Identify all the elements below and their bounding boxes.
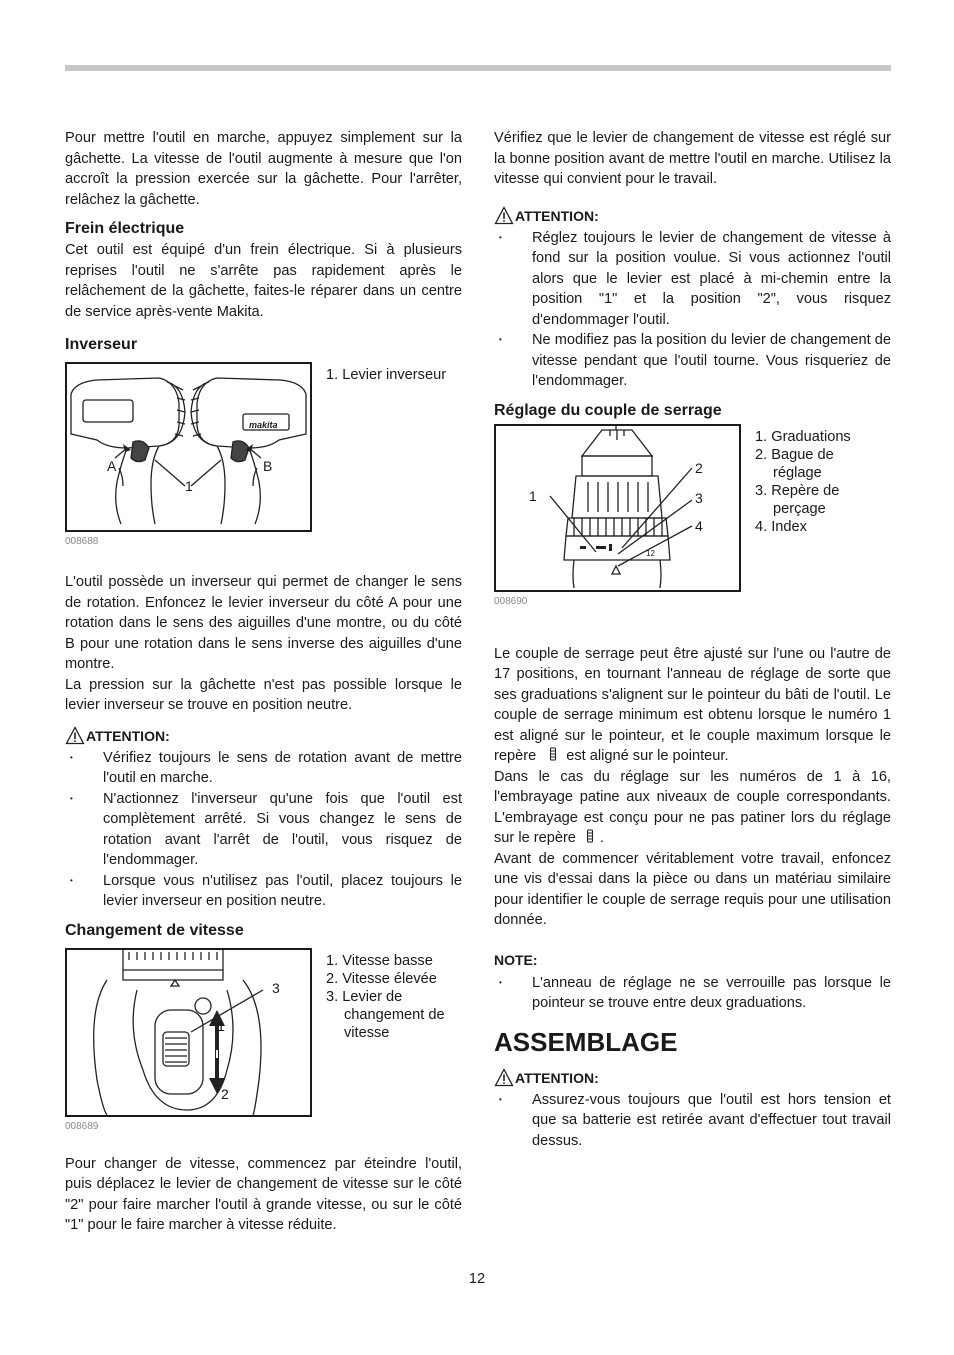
- couple-paragraph: [494, 644, 891, 767]
- attention-label: ATTENTION:: [515, 1069, 599, 1086]
- section-title-couple: Réglage du couple de serrage: [494, 401, 722, 419]
- figure-couple: [494, 424, 891, 622]
- attention-list: [65, 748, 462, 912]
- note-list: [494, 973, 891, 1014]
- warning-icon: [494, 1068, 514, 1087]
- couple-text: .: [600, 830, 605, 846]
- figure-legend: [755, 428, 895, 536]
- drill-mark-icon: [546, 747, 560, 761]
- couple-paragraph-3: Avant de commencer véritablement votre travail, enfoncez une vis d'essai dans la pièce ou dans un matériau similaire pour identifier le couple de serrage requis pour une utilisation donnée.: [494, 850, 891, 928]
- figure-code: 008688: [65, 536, 99, 547]
- legend-item: 3. Levier de: [326, 988, 403, 1005]
- figure-code: 008690: [494, 595, 528, 607]
- legend-item: 2. Vitesse élevée: [326, 970, 437, 987]
- list-item: • Réglez toujours le levier de changement de vitesse à fond sur la position voulue. Si vous actionnez l'outil alors que le levier est placé à mi-chemin entre la position "1" et la position "2", vous risquez d'endommager l'outil.: [494, 228, 891, 331]
- couple-text: est aligné sur le pointeur.: [566, 748, 729, 764]
- drill-mark-icon: [583, 829, 597, 843]
- label-1: 1: [529, 487, 537, 504]
- section-title-assemblage: ASSEMBLAGE: [494, 1026, 678, 1057]
- attention-label: ATTENTION:: [86, 727, 170, 744]
- makita-logo: makita: [249, 420, 278, 430]
- list-item: • N'actionnez l'inverseur qu'une fois que l'outil est complètement arrêté. Si vous changez le sens de rotation avant l'arrêt de l'outil, vous risquez de l'endommager.: [65, 789, 462, 871]
- label-3: 3: [695, 489, 703, 506]
- scale-number: 12: [646, 548, 655, 558]
- list-item: • Assurez-vous toujours que l'outil est hors tension et que sa batterie est retirée avant d'effectuer tout travail dessus.: [494, 1090, 891, 1152]
- drill-reverse-illustration: [67, 364, 310, 530]
- page-number: 12: [468, 1271, 486, 1287]
- figure-legend: [326, 952, 466, 1042]
- note-label: NOTE:: [494, 951, 538, 968]
- list-item: • Lorsque vous n'utilisez pas l'outil, placez toujours le levier inverseur en position neutre.: [65, 871, 462, 912]
- attention-list: [494, 228, 891, 392]
- warning-icon: [494, 206, 514, 225]
- label-a: A: [107, 458, 117, 474]
- label-2: 2: [221, 1085, 229, 1102]
- couple-paragraph-2: [494, 767, 891, 849]
- speed-lever-illustration: [67, 950, 310, 1115]
- list-item: • L'anneau de réglage ne se verrouille pas lorsque le pointeur se trouve entre deux graduations.: [494, 973, 891, 1014]
- label-1: 1: [217, 1017, 225, 1034]
- inverseur-paragraph-2: La pression sur la gâchette n'est pas possible lorsque le levier inverseur se trouve en position neutre.: [65, 676, 462, 713]
- right-column: [494, 128, 891, 1151]
- label-3: 3: [272, 979, 280, 996]
- figure-code: 008689: [65, 1120, 99, 1132]
- legend-item: 1. Vitesse basse: [326, 952, 433, 969]
- label-b: B: [263, 458, 273, 474]
- inverseur-paragraph: L'outil possède un inverseur qui permet de changer le sens de rotation. Enfoncez le levier inverseur du côté A pour une rotation dans le sens des aiguilles d'une montre, ou du côté B pour une rotation dans le sens inverse des aiguilles d'une montre.: [65, 574, 462, 672]
- legend-item: 4. Index: [755, 518, 807, 535]
- vitesse-paragraph: Pour changer de vitesse, commencez par éteindre l'outil, puis déplacez le levier de changement de vitesse sur le côté "2" pour faire marcher l'outil à grande vitesse, ou sur le côté "1" pour le faire marcher à vitesse réduite.: [65, 1155, 462, 1233]
- header-rule: [65, 65, 891, 71]
- frein-paragraph: Cet outil est équipé d'un frein électrique. Si à plusieurs reprises l'outil ne s'arrête pas rapidement après le relâchement de la gâchette, faites-le réparer dans un centre de service après-vente Makita.: [65, 242, 462, 320]
- legend-item: vitesse: [344, 1024, 390, 1041]
- attention-label: ATTENTION:: [515, 207, 599, 224]
- label-1: 1: [185, 478, 193, 494]
- legend-item: 1. Levier inverseur: [326, 367, 447, 383]
- intro-paragraph: Pour mettre l'outil en marche, appuyez simplement sur la gâchette. La vitesse de l'outil augmente à mesure que l'on accroît la pression exercée sur la gâchette. Pour l'arrêter, relâchez la gâchette.: [65, 130, 462, 208]
- couple-text: Le couple de serrage peut être ajusté sur l'une ou l'autre de 17 positions, en tournant l'anneau de réglage de sorte que ses graduations s'alignent sur le pointeur du bâti de l'outil. Le couple de serrage minimum est obtenu lorsque le numéro 1 est aligné sur le pointeur, et le couple maximum lorsque le repère: [494, 645, 891, 764]
- note-heading: [494, 951, 891, 969]
- label-2: 2: [695, 459, 703, 476]
- section-title-vitesse: Changement de vitesse: [65, 921, 244, 939]
- figure-frame: [65, 948, 312, 1117]
- couple-text: Dans le cas du réglage sur les numéros de 1 à 16, l'embrayage patine aux niveaux de couple correspondants. L'embrayage est conçu pour ne pas patiner lors du réglage sur le repère: [494, 768, 891, 846]
- attention-list: [494, 1090, 891, 1152]
- label-4: 4: [695, 517, 703, 534]
- figure-vitesse: [65, 948, 462, 1142]
- attention-heading: [494, 206, 891, 225]
- figure-inverseur: [65, 362, 462, 548]
- figure-frame: [65, 362, 312, 532]
- legend-item: 2. Bague de: [755, 446, 834, 463]
- section-title-frein: Frein électrique: [65, 220, 185, 237]
- list-item: • Vérifiez toujours le sens de rotation avant de mettre l'outil en marche.: [65, 748, 462, 789]
- figure-legend: [326, 366, 466, 384]
- attention-heading: [65, 726, 462, 745]
- figure-frame: [494, 424, 741, 592]
- left-column: [65, 128, 462, 1236]
- intro-paragraph: Vérifiez que le levier de changement de vitesse est réglé sur la bonne position avant de mettre l'outil en marche. Utilisez la vitesse qui convient pour le travail.: [494, 130, 891, 187]
- legend-item: 3. Repère de: [755, 482, 840, 499]
- legend-item: réglage: [773, 464, 822, 481]
- legend-item: 1. Graduations: [755, 428, 851, 445]
- legend-item: perçage: [773, 500, 826, 517]
- warning-icon: [65, 726, 85, 745]
- attention-heading: [494, 1068, 891, 1087]
- list-item: • Ne modifiez pas la position du levier de changement de vitesse pendant que l'outil tourne. Vous risqueriez de l'endommager.: [494, 330, 891, 392]
- legend-item: changement de: [344, 1006, 445, 1023]
- section-title-inverseur: Inverseur: [65, 336, 138, 353]
